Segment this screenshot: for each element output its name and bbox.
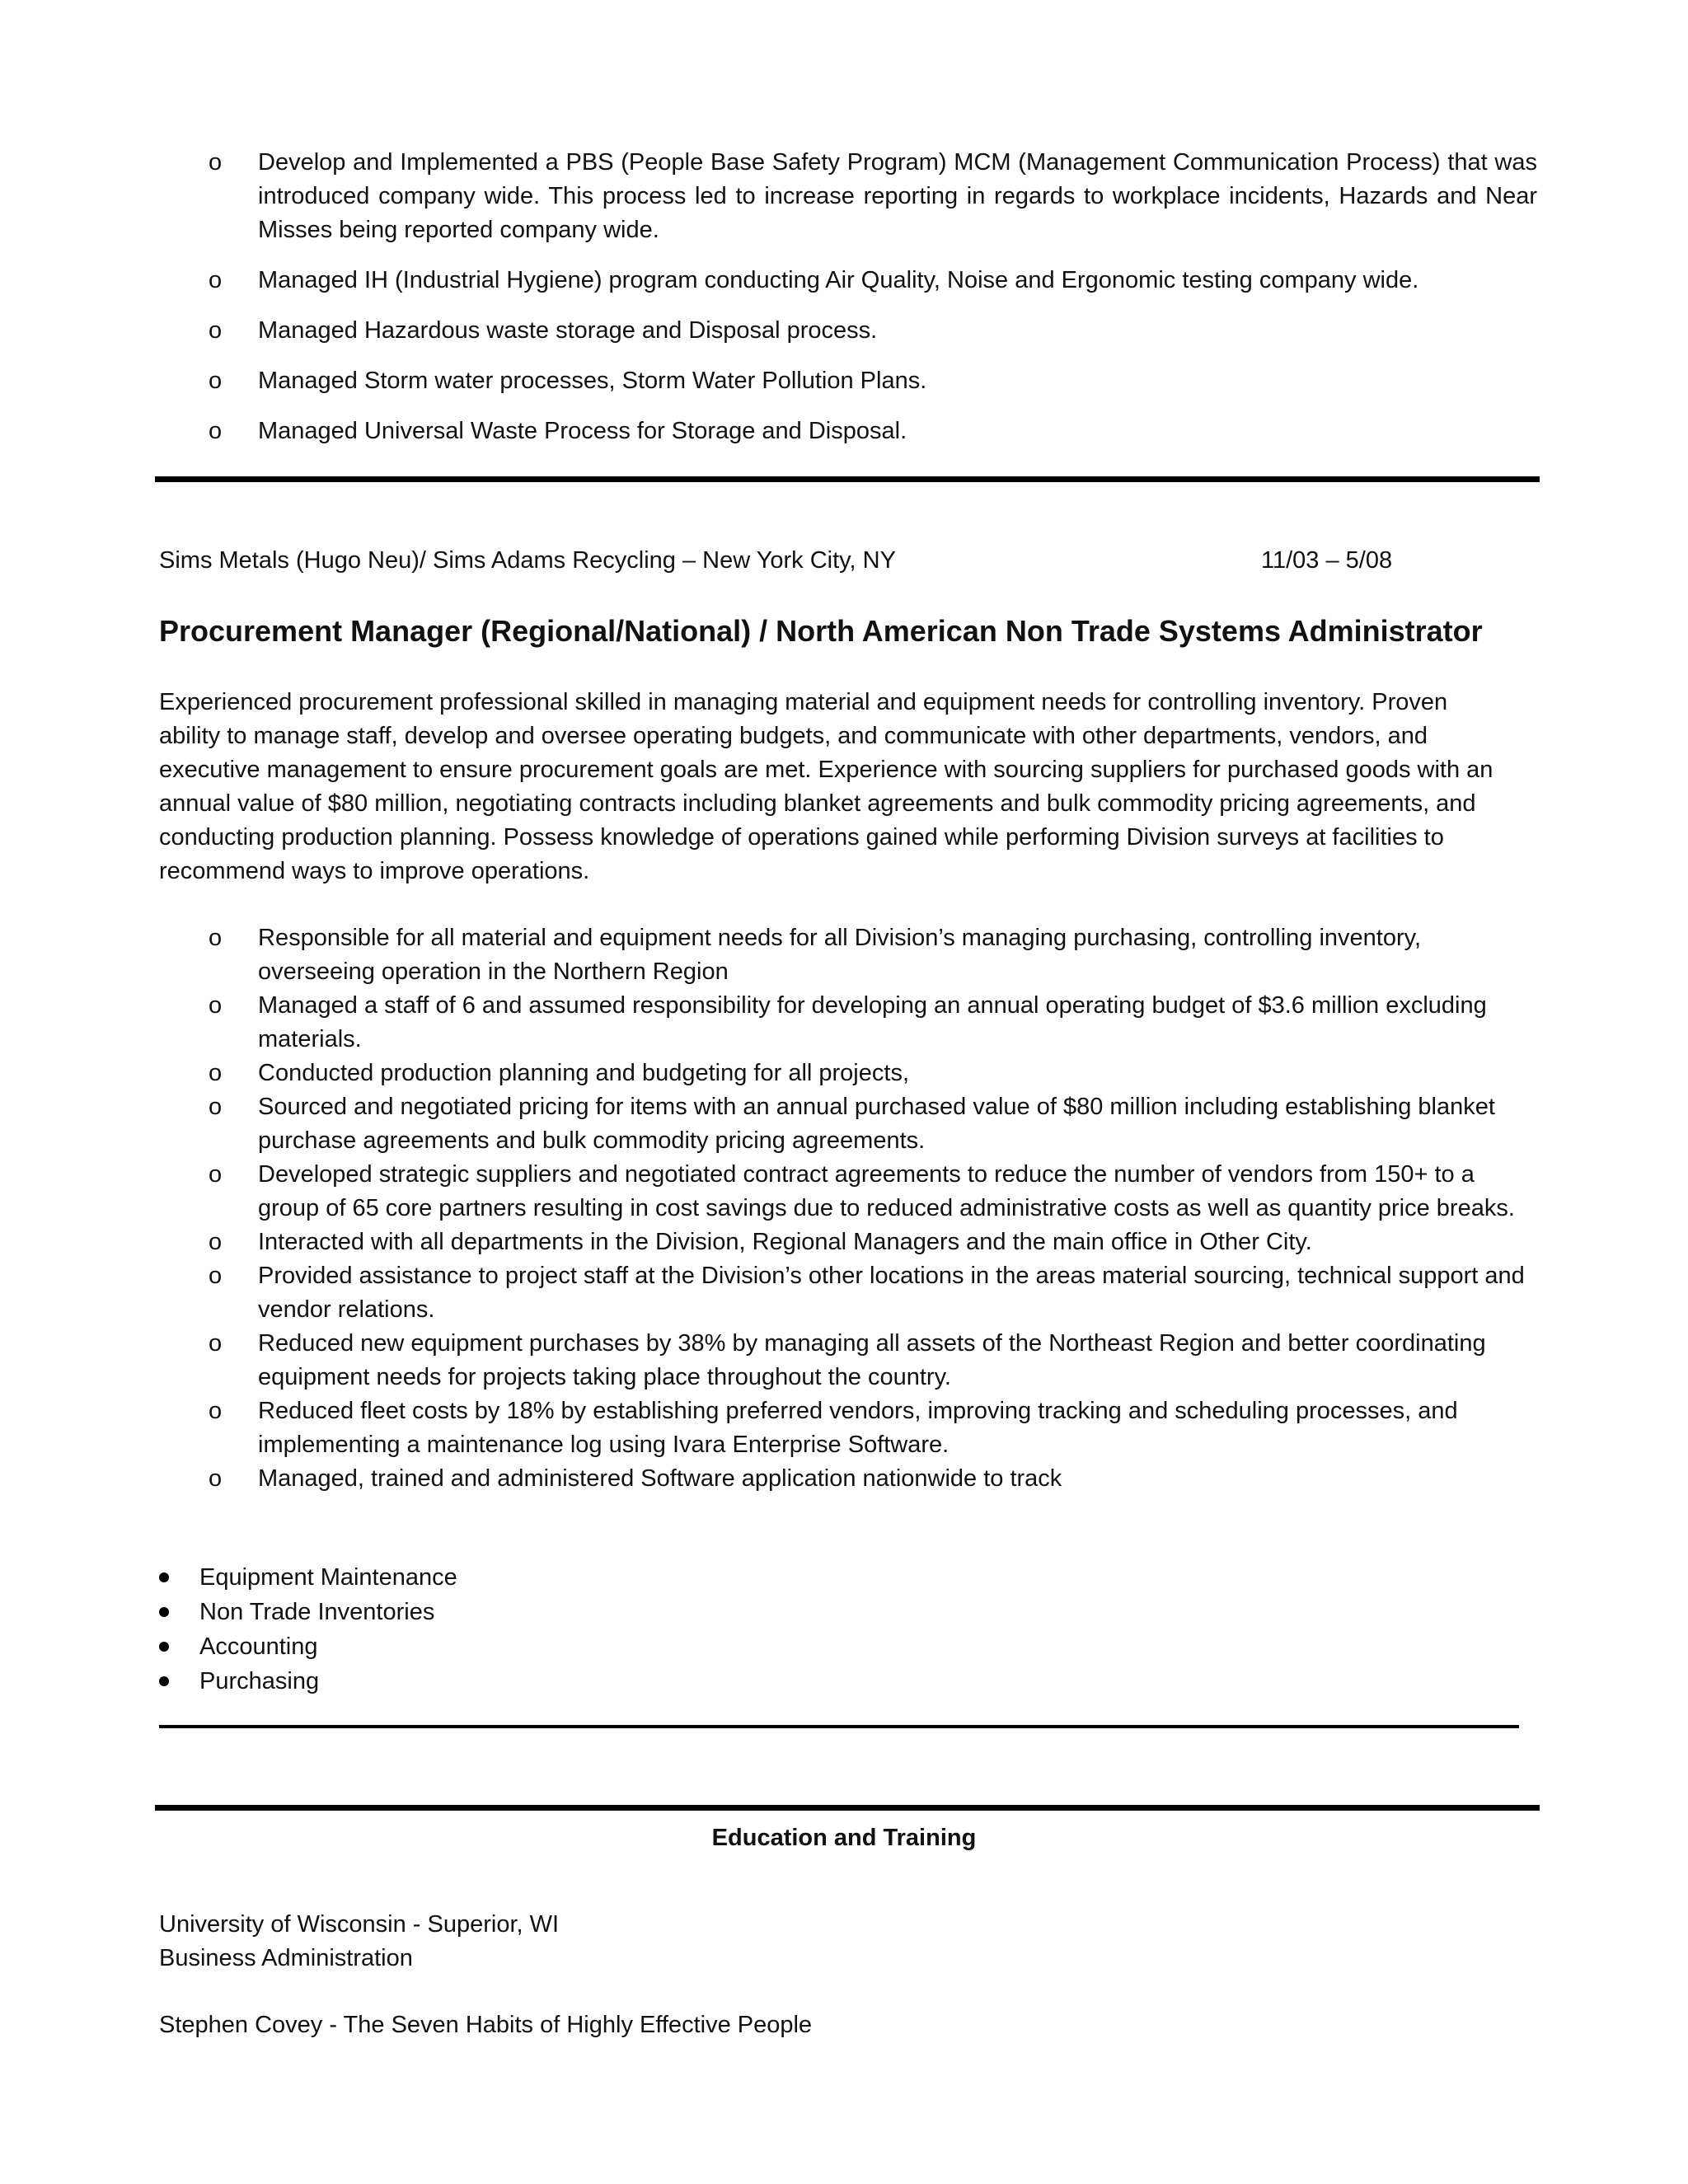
bullet-text: Developed strategic suppliers and negotiated contract agreements to reduce the number of vendors from 150+ to a group of 65 core partners resulting in cost savings due to reduced administrative costs as well as quantity price breaks.: [258, 1161, 1515, 1221]
bullet-text: Responsible for all material and equipment needs for all Division’s managing purchasing, controlling inventory, overseeing operation in the Northern Region: [258, 925, 1422, 985]
bullet-text: Managed Hazardous waste storage and Disposal process.: [258, 317, 878, 344]
training-item: Stephen Covey - The Seven Habits of Highly Effective People: [159, 2012, 813, 2038]
bullet-text: Sourced and negotiated pricing for items with an annual purchased value of $80 million including establishing blanket purchase agreements and bulk commodity pricing agreements.: [258, 1094, 1495, 1154]
bullet-marker: o: [209, 149, 223, 176]
bullet-marker: o: [209, 1161, 223, 1188]
section-divider: [155, 1805, 1540, 1811]
job-title: Procurement Manager (Regional/National) / North American Non Trade Systems Administrator: [159, 614, 1483, 648]
subitem-text: Non Trade Inventories: [199, 1599, 435, 1625]
list-item: [159, 1090, 1527, 1158]
education-school: University of Wisconsin - Superior, WI: [159, 1911, 560, 1938]
bullet-dot-icon: [159, 1642, 169, 1652]
subitem-text: Equipment Maintenance: [199, 1564, 457, 1591]
bullet-marker: o: [209, 267, 223, 293]
job-dates: 11/03 – 5/08: [1261, 547, 1393, 574]
subitem-text: Accounting: [199, 1633, 318, 1660]
list-item: [159, 1226, 1527, 1259]
list-item: [0, 1595, 1148, 1629]
bullet-marker: o: [209, 368, 223, 394]
bullet-text: Managed IH (Industrial Hygiene) program conducting Air Quality, Noise and Ergonomic testing company wide.: [258, 267, 1419, 293]
education-degree: Business Administration: [159, 1945, 413, 1971]
bullet-text: Managed a staff of 6 and assumed responsibility for developing an annual operating budget of $3.6 million excluding materials.: [258, 992, 1487, 1052]
list-item: [159, 1327, 1527, 1394]
bullet-marker: o: [209, 418, 223, 444]
bullet-dot-icon: [159, 1676, 169, 1686]
list-item: [159, 1462, 1527, 1496]
bullet-text: Interacted with all departments in the Division, Regional Managers and the main office in Other City.: [258, 1229, 1312, 1255]
job-bullets: [159, 921, 1527, 1496]
bullet-text: Managed Universal Waste Process for Storage and Disposal.: [258, 418, 907, 444]
list-item: [159, 989, 1527, 1057]
bullet-text: Provided assistance to project staff at the Division’s other locations in the areas material sourcing, technical support and vendor relations.: [258, 1263, 1525, 1323]
list-item: [0, 1560, 1148, 1595]
bullet-marker: o: [209, 1330, 223, 1357]
bullet-dot-icon: [159, 1607, 169, 1617]
list-item: [159, 1394, 1527, 1462]
bullet-marker: o: [209, 1060, 223, 1086]
bullet-text: Reduced fleet costs by 18% by establishing preferred vendors, improving tracking and scheduling processes, and implementing a maintenance log using Ivara Enterprise Software.: [258, 1398, 1458, 1458]
software-subitems: [159, 1560, 1148, 1699]
bullet-marker: o: [209, 1263, 223, 1289]
bullet-marker: o: [209, 317, 223, 344]
bullet-dot-icon: [159, 1572, 169, 1582]
safety-bullets: [159, 146, 1537, 448]
bullet-text: Reduced new equipment purchases by 38% by managing all assets of the Northeast Region and better coordinating equipment needs for projects taking place throughout the country.: [258, 1330, 1486, 1390]
bullet-marker: o: [209, 1229, 223, 1255]
list-item: [159, 1158, 1527, 1226]
bullet-marker: o: [209, 1398, 223, 1424]
bullet-text: Develop and Implemented a PBS (People Base Safety Program) MCM (Management Communication Process) that was introduced company wide. This process led to increase reporting in regards to workplace incidents, Hazards and Near Misses being reported company wide.: [258, 149, 1537, 243]
bullet-marker: o: [209, 992, 223, 1019]
list-item: [159, 1057, 1527, 1090]
bullet-marker: o: [209, 1094, 223, 1120]
list-item: [159, 1259, 1527, 1327]
list-item: [159, 146, 1537, 247]
bullet-marker: o: [209, 925, 223, 951]
list-item: [159, 921, 1527, 989]
job-company: Sims Metals (Hugo Neu)/ Sims Adams Recycling – New York City, NY: [159, 547, 896, 574]
education-heading: Education and Training: [711, 1825, 977, 1851]
bullet-marker: o: [209, 1465, 223, 1492]
list-item: [159, 314, 1537, 348]
list-item: [0, 1629, 1148, 1664]
bullet-text: Managed, trained and administered Software application nationwide to track: [258, 1465, 1062, 1492]
job-summary: Experienced procurement professional skilled in managing material and equipment needs for controlling inventory. Proven ability to manage staff, develop and oversee operating budgets, and communicate with other departments, vendors, and executive management to ensure procurement goals are met. Experience with sourcing suppliers for purchased goods with an annual value of $80 million, negotiating contracts including blanket agreements and bulk commodity pricing agreements, and conducting production planning. Possess knowledge of operations gained while performing Division surveys at facilities to recommend ways to improve operations.: [159, 689, 1493, 884]
section-divider: [155, 476, 1540, 482]
list-item: [159, 364, 1537, 398]
list-item: [0, 1664, 1148, 1699]
bullet-text: Managed Storm water processes, Storm Water Pollution Plans.: [258, 368, 927, 394]
list-item: [159, 415, 1537, 448]
section-divider: [159, 1725, 1519, 1728]
bullet-text: Conducted production planning and budgeting for all projects,: [258, 1060, 909, 1086]
subitem-text: Purchasing: [199, 1668, 320, 1694]
list-item: [159, 264, 1537, 298]
